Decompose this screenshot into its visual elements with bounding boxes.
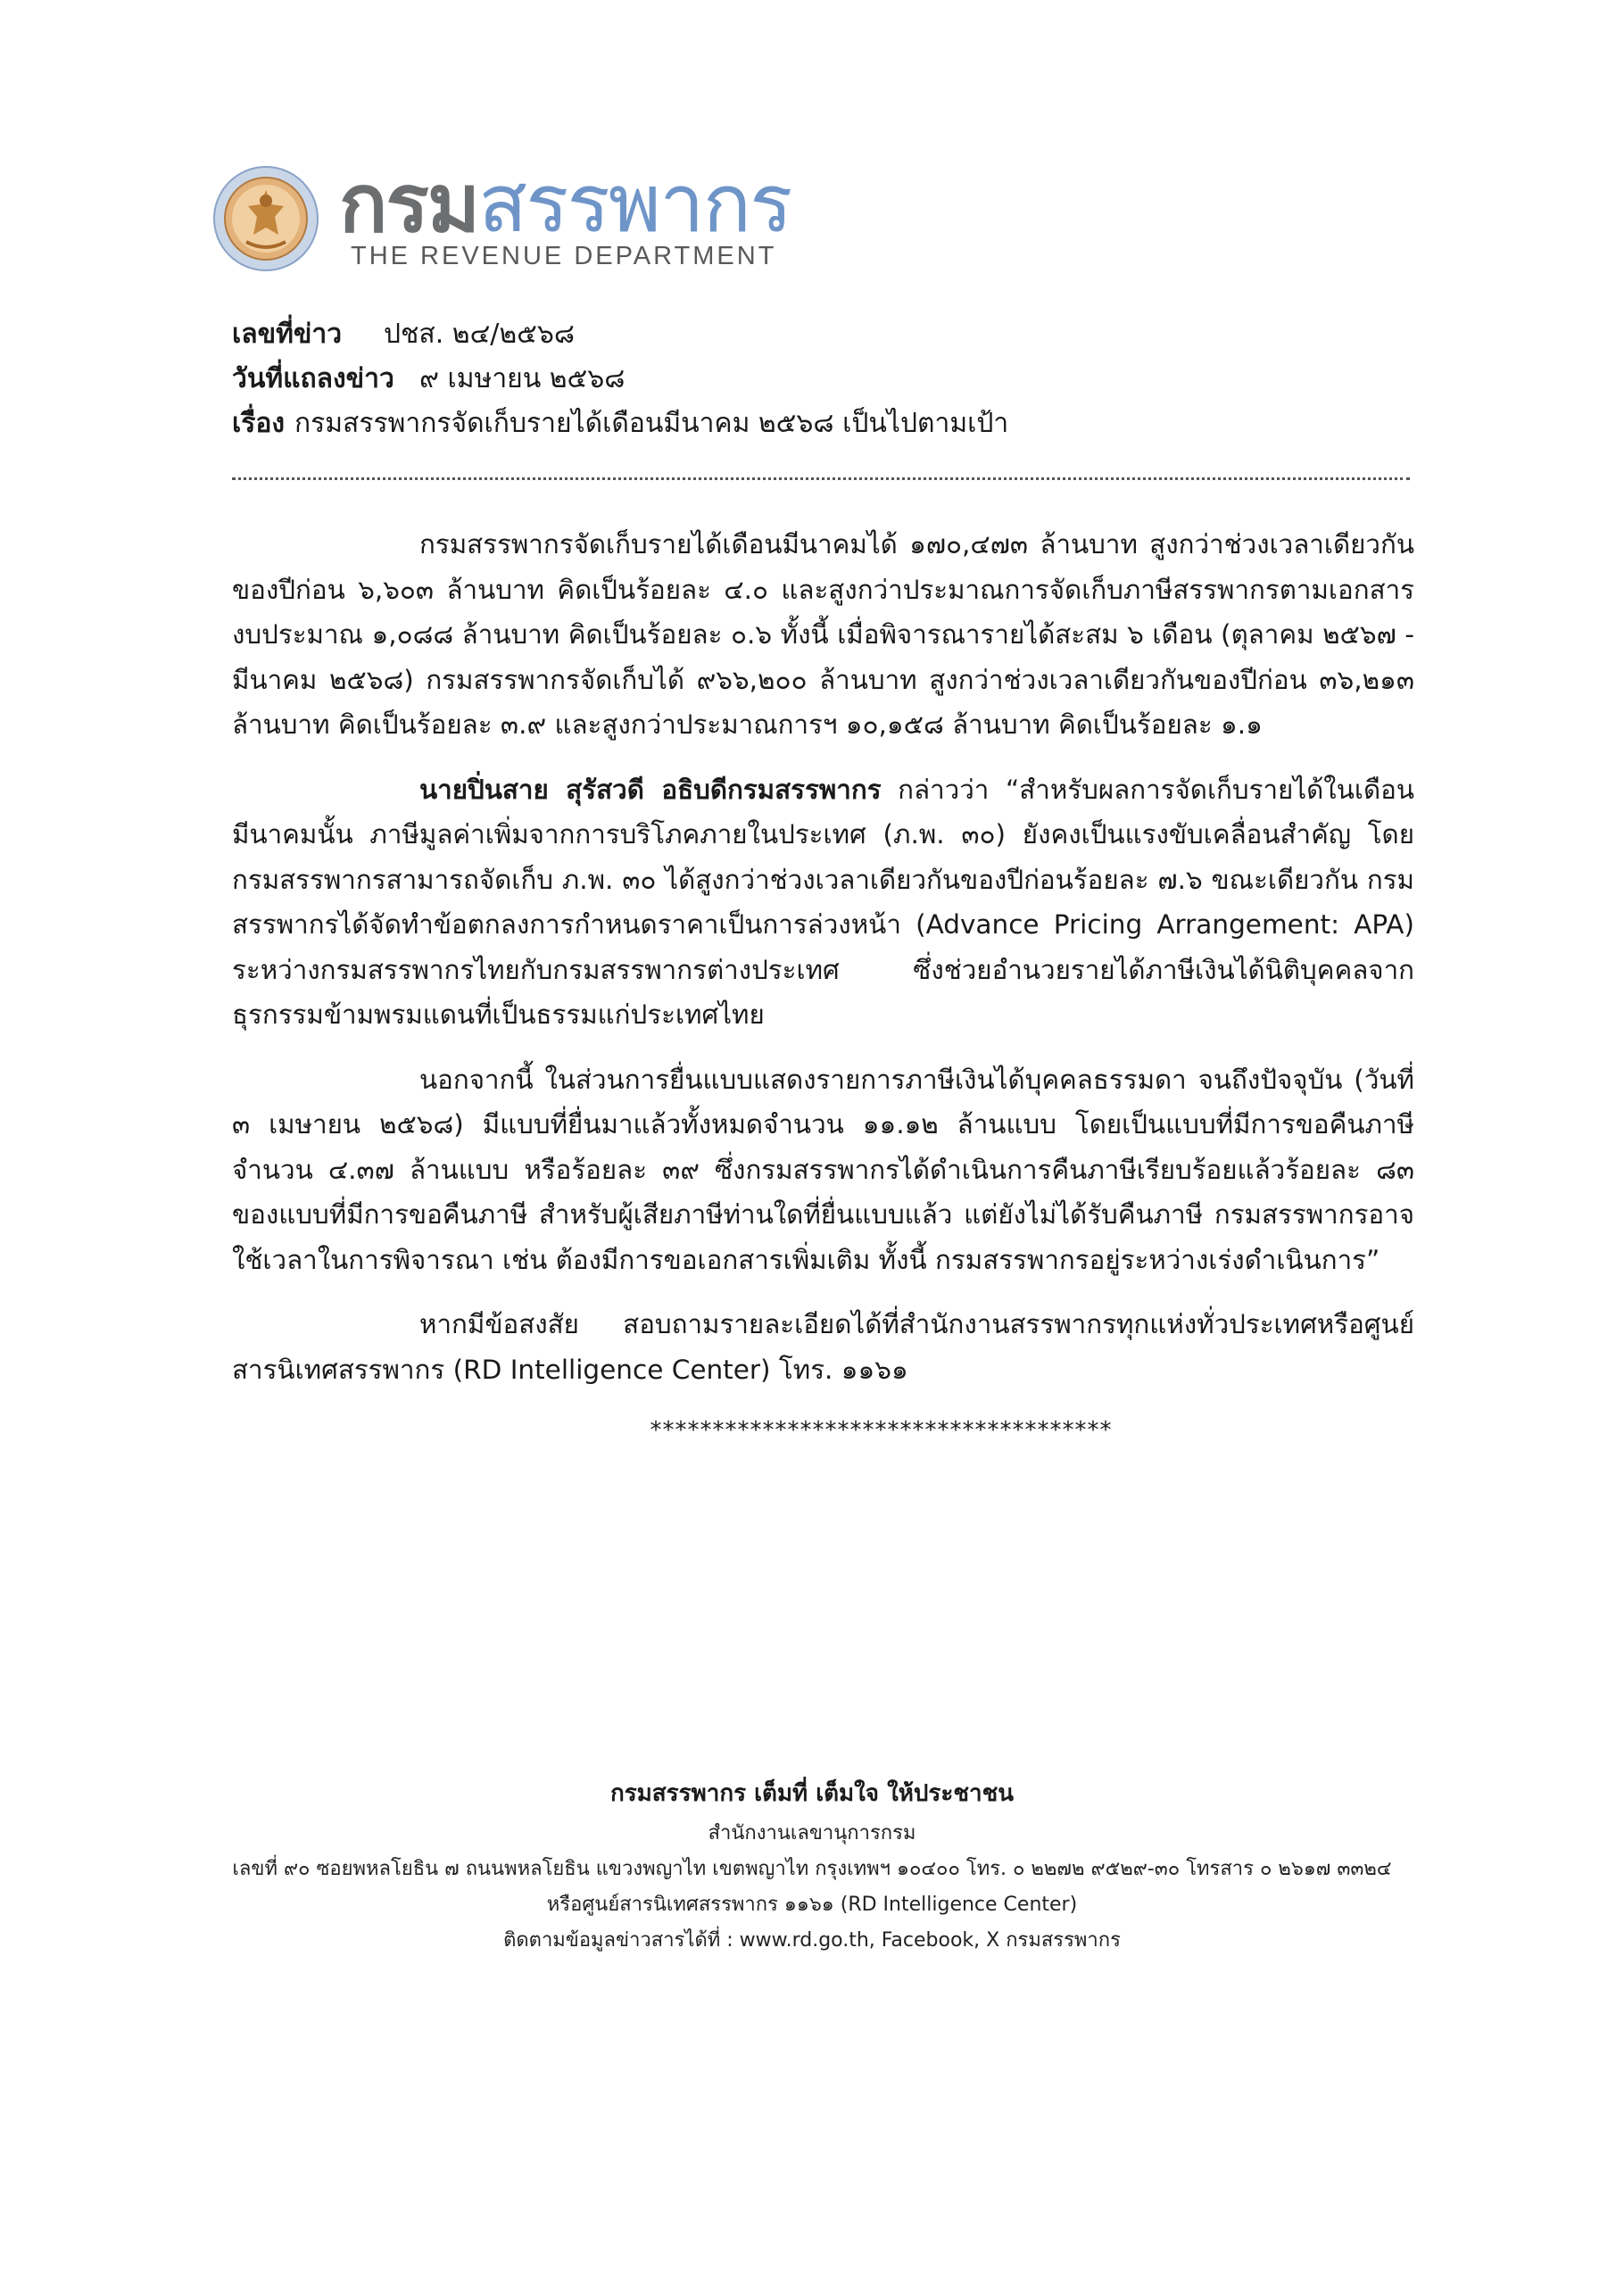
paragraph-tax-filing: นอกจากนี้ ในส่วนการยื่นแบบแสดงรายการภาษีเงินได้บุคคลธรรมดา จนถึงปัจจุบัน (วันที่ ๓ เมษายน ๒๕๖๘) มีแบบที่ยื่นมาแล้วทั้งหมดจำนวน ๑๑.๑๒ ล้านแบบ โดยเป็นแบบที่มีการขอคืนภาษีจำนวน ๔.๓๗ ล้านแบบ หรือร้อยละ ๓๙ ซึ่งกรมสรรพากรได้ดำเนินการคืนภาษีเรียบร้อยแล้วร้อยละ ๘๓ ของแบบที่มีการขอคืนภาษี สำหรับผู้เสียภาษีท่านใดที่ยื่นแบบแล้ว แต่ยังไม่ได้รับคืนภาษี กรมสรรพากรอาจใช้เวลาในการพิจารณา เช่น ต้องมีการขอเอกสารเพิ่มเติม ทั้งนี้ กรมสรรพากรอยู่ระหว่างเร่งดำเนินการ” [232,1064,1414,1275]
brand-logotype-light: สรรพากร [478,157,791,251]
paragraph-contact: หากมีข้อสงสัย สอบถามรายละเอียดได้ที่สำนักงานสรรพากรทุกแห่งทั่วประเทศหรือศูนย์สารนิเทศสรรพากร (RD Intelligence Center) โทร. ๑๑๖๑ [232,1309,1414,1385]
news-number-value: ปชส. ๒๔/๒๕๖๘ [384,319,576,350]
news-number-row [232,312,1008,357]
news-meta [232,312,1008,446]
brand-english-name: THE REVENUE DEPARTMENT [351,242,777,270]
footer-slogan: กรมสรรพากร เต็มที่ เต็มใจ ให้ประชาชน [609,1780,1015,1807]
news-subject-value: กรมสรรพากรจัดเก็บรายได้เดือนมีนาคม ๒๕๖๘ เป็นไปตามเป้า [294,408,1009,439]
press-release-body [232,522,1414,1454]
footer-follow-links: ติดตามข้อมูลข่าวสารได้ที่ : www.rd.go.th, Facebook, X กรมสรรพากร [503,1929,1121,1952]
dotted-divider [232,477,1410,480]
news-date-row [232,357,1008,402]
paragraph-revenue-summary: กรมสรรพากรจัดเก็บรายได้เดือนมีนาคมได้ ๑๗๐,๔๗๓ ล้านบาท สูงกว่าช่วงเวลาเดียวกันของปีก่อน ๖,๖๐๓ ล้านบาท คิดเป็นร้อยละ ๔.๐ และสูงกว่าประมาณการจัดเก็บภาษีสรรพากรตามเอกสารงบประมาณ ๑,๐๘๘ ล้านบาท คิดเป็นร้อยละ ๐.๖ ทั้งนี้ เมื่อพิจารณารายได้สะสม ๖ เดือน (ตุลาคม ๒๕๖๗ - มีนาคม ๒๕๖๘) กรมสรรพากรจัดเก็บได้ ๙๖๖,๒๐๐ ล้านบาท สูงกว่าช่วงเวลาเดียวกันของปีก่อน ๓๖,๒๑๓ ล้านบาท คิดเป็นร้อยละ ๓.๙ และสูงกว่าประมาณการฯ ๑๐,๑๕๘ ล้านบาท คิดเป็นร้อยละ ๑.๑ [232,529,1414,740]
footer-office: สำนักงานเลขานุการกรม [708,1822,916,1844]
director-quote-text: กล่าวว่า “สำหรับผลการจัดเก็บรายได้ในเดือนมีนาคมนั้น ภาษีมูลค่าเพิ่มจากการบริโภคภายในประเทศ (ภ.พ. ๓๐) ยังคงเป็นแรงขับเคลื่อนสำคัญ โดยกรมสรรพากรสามารถจัดเก็บ ภ.พ. ๓๐ ได้สูงกว่าช่วงเวลาเดียวกันของปีก่อนร้อยละ ๗.๖ ขณะเดียวกัน กรมสรรพากรได้จัดทำข้อตกลงการกำหนดราคาเป็นการล่วงหน้า (Advance Pricing Arrangement: APA) ระหว่างกรมสรรพากรไทยกับกรมสรรพากรต่างประเทศ ซึ่งช่วยอำนวยรายได้ภาษีเงินได้นิติบุคคลจากธุรกรรมข้ามพรมแดนที่เป็นธรรมแก่ประเทศไทย [232,774,1414,1030]
letterhead [212,157,837,281]
news-date-label: วันที่แถลงข่าว [232,363,394,394]
footer-address: เลขที่ ๙๐ ซอยพหลโยธิน ๗ ถนนพหลโยธิน แขวงพญาไท เขตพญาไท กรุงเทพฯ ๑๐๔๐๐ โทร. ๐ ๒๒๗๒ ๙๕๒๙-๓๐ โทรสาร ๐ ๒๖๑๗ ๓๓๒๔ [232,1858,1392,1880]
paragraph-director-quote [232,767,1414,1038]
news-subject-row [232,402,1008,446]
footer-intelligence-center: หรือศูนย์สารนิเทศสรรพากร ๑๑๖๑ (RD Intelligence Center) [546,1894,1078,1916]
brand-logotype-dark: กรม [339,157,479,251]
news-subject-label: เรื่อง [232,408,286,439]
revenue-department-seal-icon [212,165,319,272]
footer [0,1771,1624,1959]
brand-logotype [339,157,791,251]
director-name: นายปิ่นสาย สุรัสวดี อธิบดีกรมสรรพากร [419,774,882,805]
end-marker: ************************************* [650,1417,1113,1444]
news-date-value: ๙ เมษายน ๒๕๖๘ [419,363,626,394]
news-number-label: เลขที่ข่าว [232,319,343,350]
